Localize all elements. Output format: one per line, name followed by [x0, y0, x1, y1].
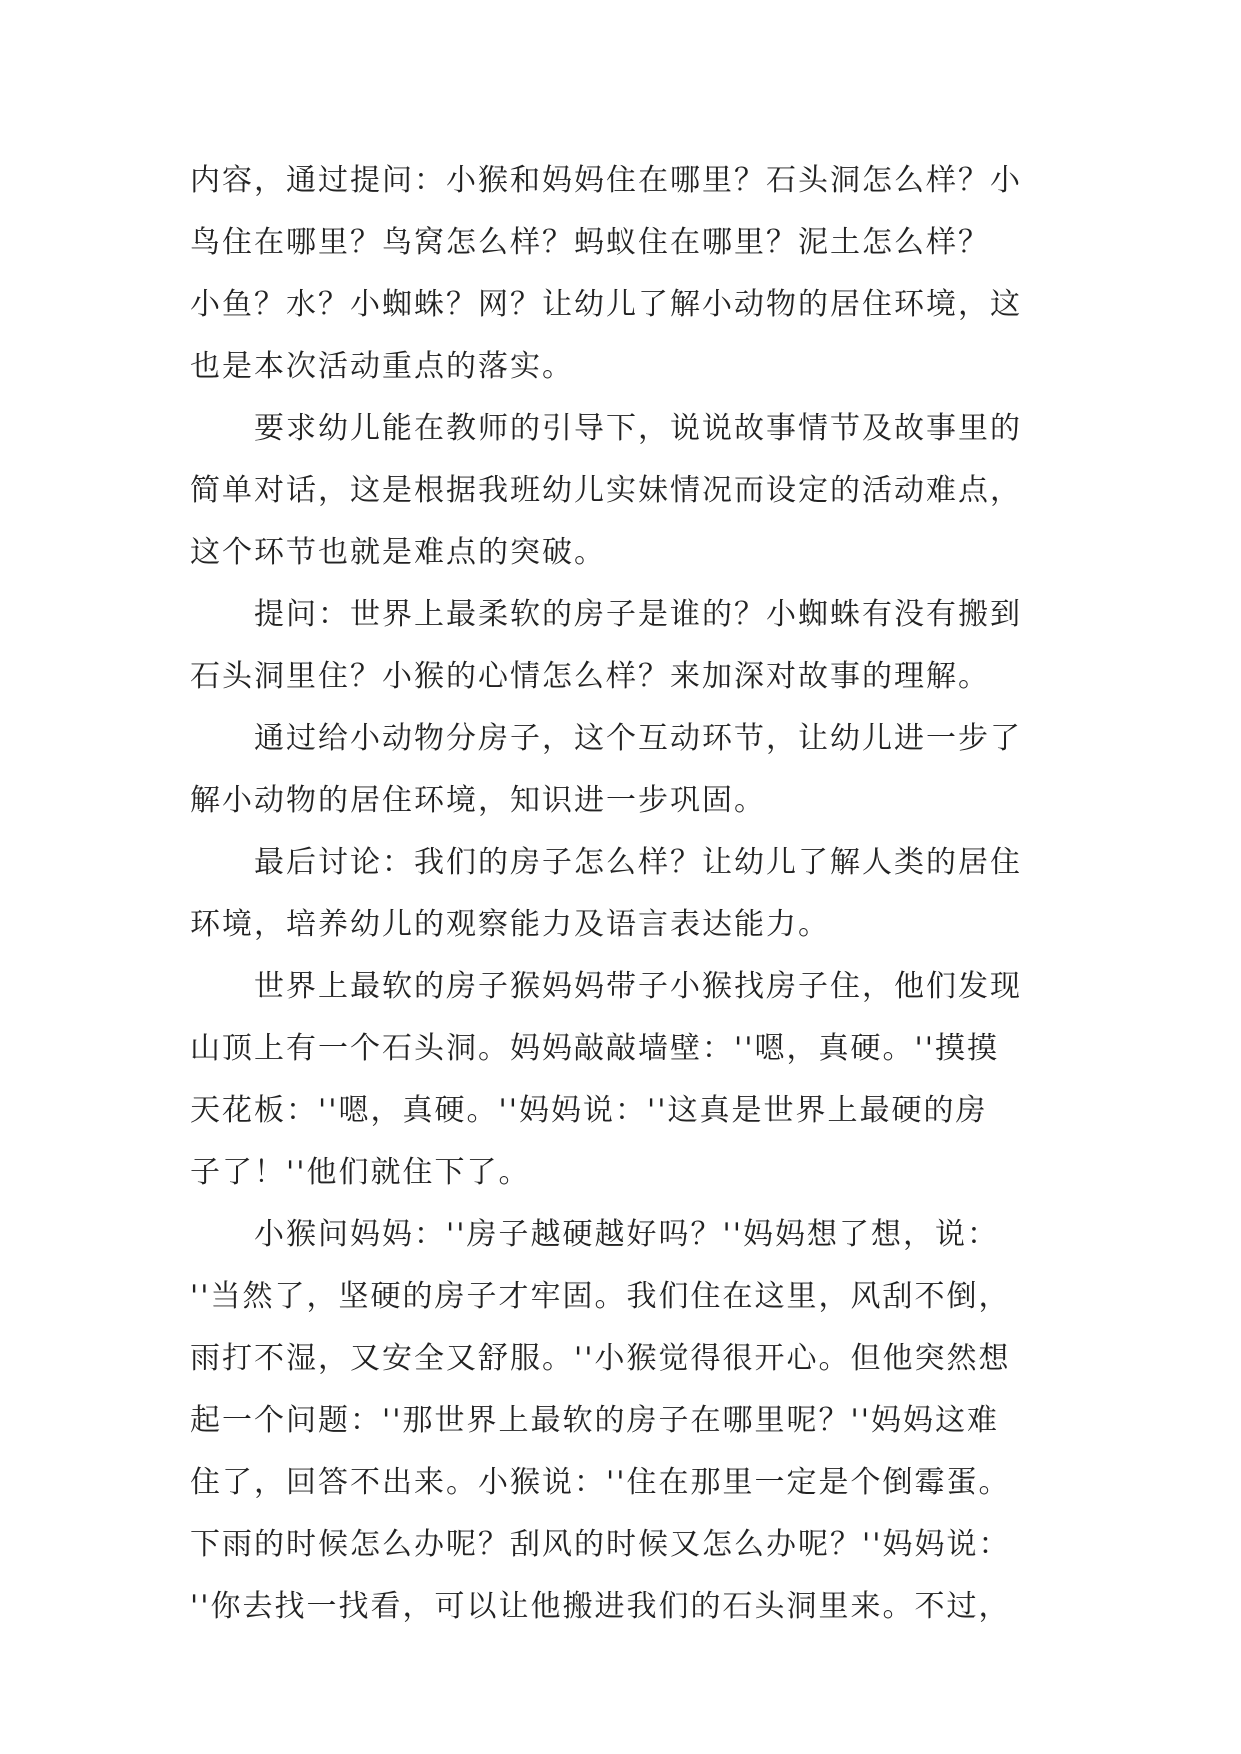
text-line: 石头洞里住？小猴的心情怎么样？来加深对故事的理解。	[190, 659, 990, 694]
text-line: ''当然了，坚硬的房子才牢固。我们住在这里，风刮不倒，	[190, 1279, 1011, 1314]
paragraph	[190, 150, 1060, 398]
text-line: 世界上最软的房子猴妈妈带子小猴找房子住，他们发现	[190, 969, 1022, 1004]
text-line: ''你去找一找看，可以让他搬进我们的石头洞里来。不过，	[190, 1589, 1011, 1624]
text-line: 通过给小动物分房子，这个互动环节，让幼儿进一步了	[190, 721, 1022, 756]
text-line: 子了！''他们就住下了。	[190, 1155, 531, 1190]
text-line: 环境，培养幼儿的观察能力及语言表达能力。	[190, 907, 830, 942]
text-line: 简单对话，这是根据我班幼儿实妹情况而设定的活动难点，	[190, 473, 1022, 508]
paragraph	[190, 708, 1060, 832]
text-line: 起一个问题：''那世界上最软的房子在哪里呢？''妈妈这难	[190, 1403, 999, 1438]
paragraph	[190, 956, 1060, 1204]
paragraph	[190, 398, 1060, 584]
text-line: 也是本次活动重点的落实。	[190, 349, 574, 384]
text-line: 下雨的时候怎么办呢？刮风的时候又怎么办呢？''妈妈说：	[190, 1527, 1011, 1562]
text-line: 要求幼儿能在教师的引导下，说说故事情节及故事里的	[190, 411, 1022, 446]
paragraph	[190, 1204, 1060, 1638]
text-line: 住了，回答不出来。小猴说：''住在那里一定是个倒霉蛋。	[190, 1465, 1011, 1500]
text-line: 最后讨论：我们的房子怎么样？让幼儿了解人类的居住	[190, 845, 1022, 880]
text-line: 小鱼？水？小蜘蛛？网？让幼儿了解小动物的居住环境，这	[190, 287, 1022, 322]
text-line: 山顶上有一个石头洞。妈妈敲敲墙壁：''嗯，真硬。''摸摸	[190, 1031, 999, 1066]
text-line: 雨打不湿，又安全又舒服。''小猴觉得很开心。但他突然想	[190, 1341, 1011, 1376]
text-line: 鸟住在哪里？鸟窝怎么样？蚂蚁住在哪里？泥土怎么样？	[190, 225, 990, 260]
text-line: 这个环节也就是难点的突破。	[190, 535, 606, 570]
text-line: 天花板：''嗯，真硬。''妈妈说：''这真是世界上最硬的房	[190, 1093, 988, 1128]
text-line: 提问：世界上最柔软的房子是谁的？小蜘蛛有没有搬到	[190, 597, 1022, 632]
text-line: 解小动物的居住环境，知识进一步巩固。	[190, 783, 766, 818]
text-line: 小猴问妈妈：''房子越硬越好吗？''妈妈想了想，说：	[190, 1217, 999, 1252]
text-line: 内容，通过提问：小猴和妈妈住在哪里？石头洞怎么样？小	[190, 163, 1022, 198]
paragraph	[190, 584, 1060, 708]
document-body	[190, 150, 1060, 1638]
paragraph	[190, 832, 1060, 956]
